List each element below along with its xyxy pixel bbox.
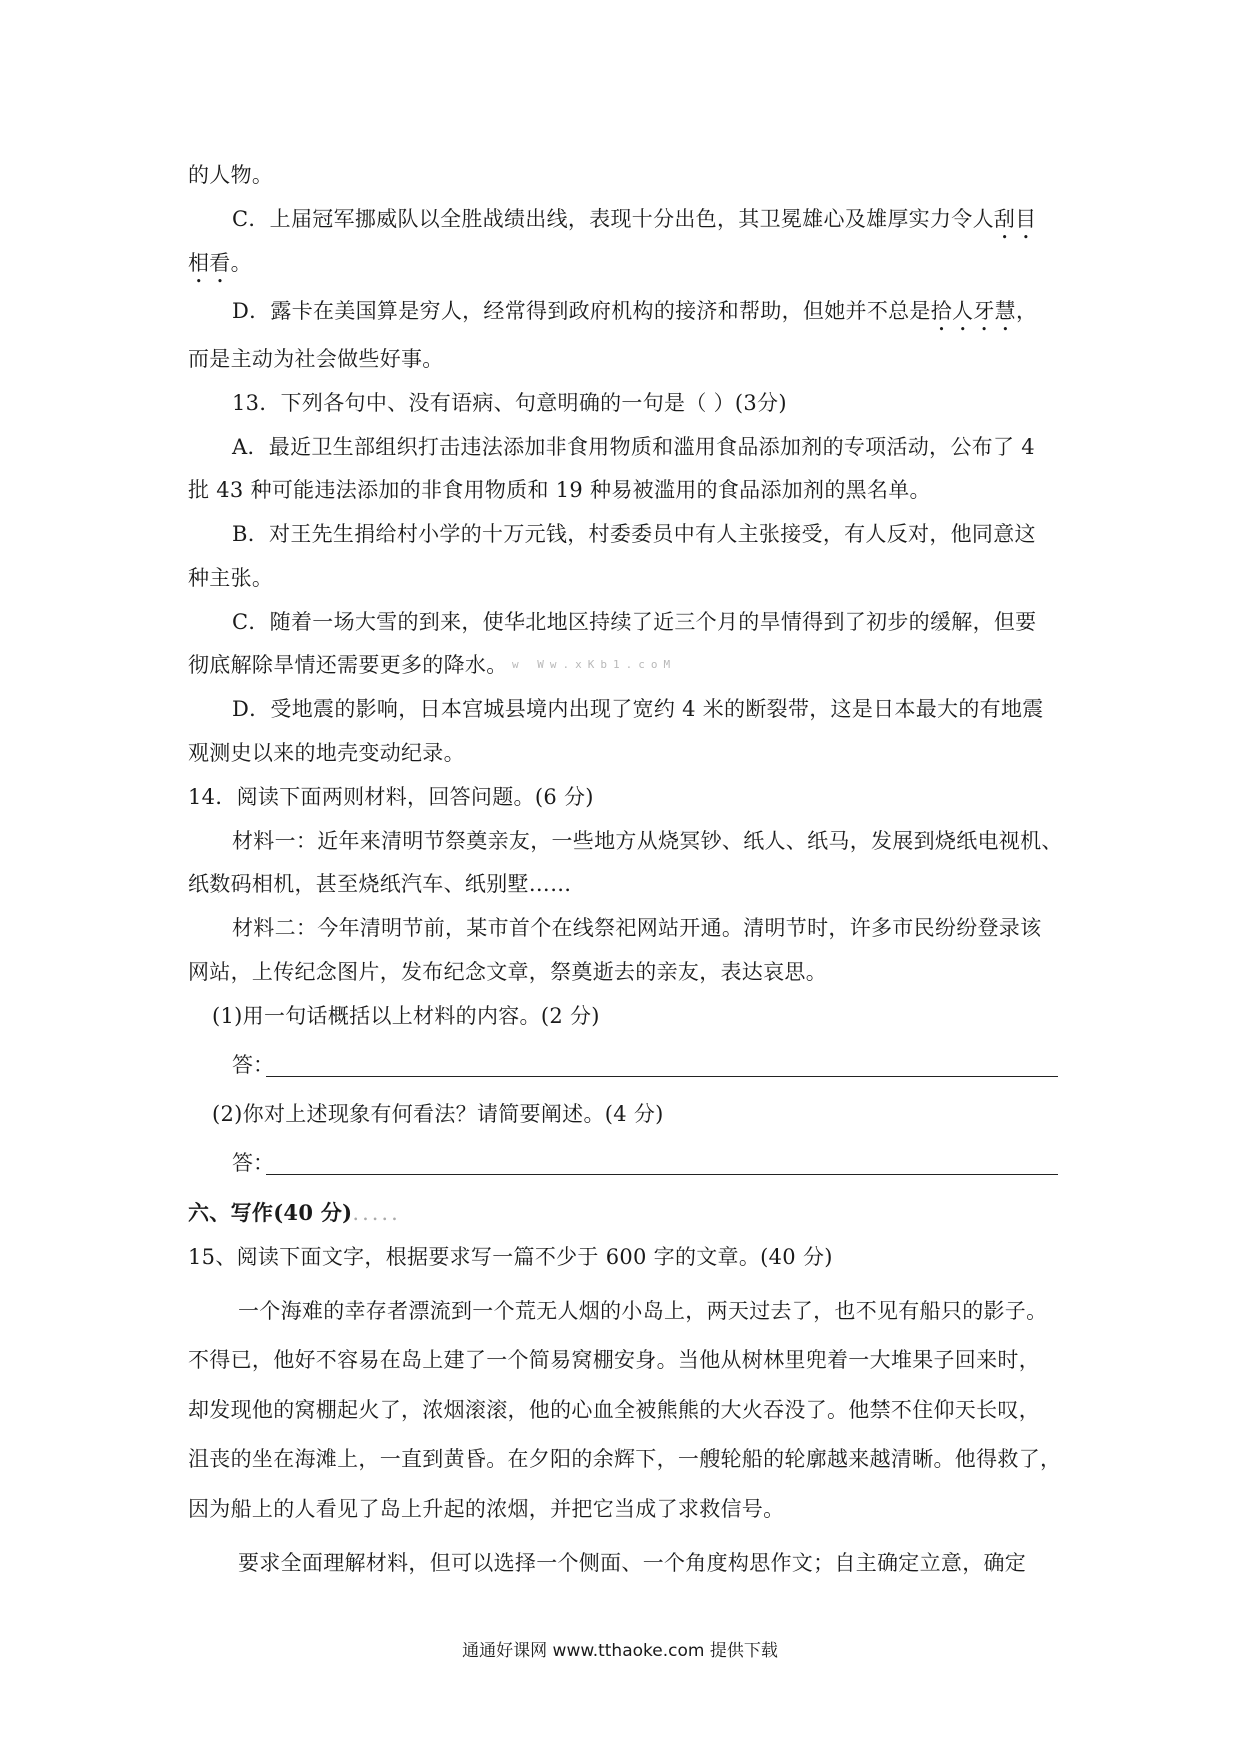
section-6-title — [188, 1198, 1058, 1228]
option-c-text: C．上届冠军挪威队以全胜战绩出线，表现十分出色，其卫冕雄心及雄厚实力令人 — [232, 207, 994, 231]
section-trailing-dots: ..... — [352, 1201, 401, 1225]
section-6-text: 六、写作(40 分) — [188, 1200, 353, 1225]
answer-underline-2 — [266, 1174, 1058, 1175]
question-13: 13．下列各句中、没有语病、句意明确的一句是（ ）(3分) — [232, 391, 787, 415]
q13-option-a: A．最近卫生部组织打击违法添加非食用物质和滥用食品添加剂的专项活动，公布了 4 — [232, 435, 1035, 459]
material-2: 材料二：今年清明节前，某市首个在线祭祀网站开通。清明节时，许多市民纷纷登录该 — [232, 916, 1042, 940]
dotted-idiom-d: 拾人牙慧 — [930, 299, 1016, 323]
answer-field-1[interactable] — [232, 1050, 1058, 1080]
option-d-comma: ， — [1015, 299, 1038, 323]
option-d-idiom — [232, 296, 1058, 336]
question-14: 14．阅读下面两则材料，回答问题。(6 分) — [188, 785, 594, 809]
answer-label-2: 答： — [232, 1151, 274, 1175]
q13-option-c-cont: 彻底解除旱情还需要更多的降水。 — [188, 653, 508, 677]
page-footer: 通通好课网 www.tthaoke.com 提供下载 — [462, 1641, 778, 1661]
option-c-idiom — [232, 204, 1058, 244]
essay-requirements: 要求全面理解材料，但可以选择一个侧面、一个角度构思作文；自主确定立意，确定 — [238, 1551, 1027, 1575]
essay-prompt-p1: 一个海难的幸存者漂流到一个荒无人烟的小岛上，两天过去了，也不见有船只的影子。 — [238, 1299, 1048, 1323]
q13-option-a-cont: 批 43 种可能违法添加的非食用物质和 19 种易被滥用的食品添加剂的黑名单。 — [188, 478, 931, 502]
dotted-idiom-c-2: 相看 — [188, 251, 231, 275]
essay-prompt-p4: 沮丧的坐在海滩上，一直到黄昏。在夕阳的余辉下，一艘轮船的轮廓越来越清晰。他得救了， — [188, 1447, 1062, 1471]
answer-label-1: 答： — [232, 1053, 274, 1077]
material-1-cont: 纸数码相机，甚至烧纸汽车、纸别墅…… — [188, 872, 572, 896]
material-2-cont: 网站，上传纪念图片，发布纪念文章，祭奠逝去的亲友，表达哀思。 — [188, 960, 827, 984]
sub-question-1: (1)用一句话概括以上材料的内容。(2 分) — [212, 1004, 600, 1028]
answer-field-2[interactable] — [232, 1148, 1058, 1178]
essay-prompt-p5: 因为船上的人看见了岛上升起的浓烟，并把它当成了求救信号。 — [188, 1497, 785, 1521]
sub-question-2: (2)你对上述现象有何看法？请简要阐述。(4 分) — [212, 1102, 664, 1126]
q13-option-d: D．受地震的影响，日本宫城县境内出现了宽约 4 米的断裂带，这是日本最大的有地震 — [232, 697, 1044, 721]
material-1: 材料一：近年来清明节祭奠亲友，一些地方从烧冥钞、纸人、纸马，发展到烧纸电视机、 — [232, 829, 1063, 853]
option-d-text: D．露卡在美国算是穷人，经常得到政府机构的接济和帮助，但她并不总是 — [232, 299, 931, 323]
q13-option-d-cont: 观测史以来的地壳变动纪录。 — [188, 741, 465, 765]
q13-option-b-cont: 种主张。 — [188, 566, 274, 590]
answer-underline-1 — [266, 1076, 1058, 1077]
essay-prompt-p3: 却发现他的窝棚起火了，浓烟滚滚，他的心血全被熊熊的大火吞没了。他禁不住仰天长叹， — [188, 1398, 1040, 1422]
line-l1: 的人物。 — [188, 163, 274, 187]
option-c-end: 。 — [230, 251, 252, 275]
option-c-cont — [188, 248, 1058, 288]
question-15: 15、阅读下面文字，根据要求写一篇不少于 600 字的文章。(40 分) — [188, 1245, 833, 1269]
watermark: w Ww.xKb1.coM — [512, 658, 677, 671]
q13-option-c: C．随着一场大雪的到来，使华北地区持续了近三个月的旱情得到了初步的缓解，但要 — [232, 610, 1037, 634]
option-d-cont: 而是主动为社会做些好事。 — [188, 347, 444, 371]
q13-option-b: B．对王先生捐给村小学的十万元钱，村委委员中有人主张接受，有人反对，他同意这 — [232, 522, 1036, 546]
dotted-idiom-c-1: 刮目 — [993, 207, 1037, 231]
essay-prompt-p2: 不得已，他好不容易在岛上建了一个简易窝棚安身。当他从树林里兜着一大堆果子回来时， — [188, 1348, 1040, 1372]
